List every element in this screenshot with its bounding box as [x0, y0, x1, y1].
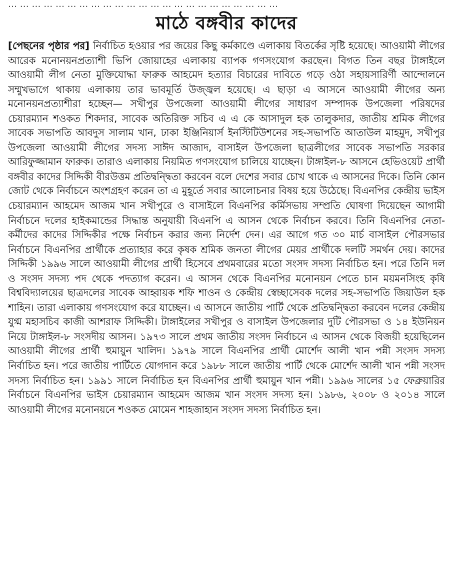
article-text: নির্বাচিত হওয়ার পর জয়ের কিছু কর্মকাণ্ডে এলাকায় বিতর্কের সৃষ্টি হয়েছে। আওয়ামী লীগের আরেক মনোনয়নপ্রত্যাশী ভিপি জোয়াহের এলাকায় ব্যাপক গণসংযোগ করছেন। বিগত তিন বছর টাঙ্গাইলে আওয়ামী লীগ নেতা মুক্তিযোদ্ধা ফারুক আহমেদ হত্যার বিচারের দাবিতে গড়ে ওঠা সহায়সারির্ণী আন্দোলনে সম্মুখভাগে থাকায় এলাকায় তার ভাবমূর্তি উজ্জ্বল হয়েছে। এ ছাড়া এ আসনে আওয়ামী লীগের অন্য মনোনয়নপ্রত্যাশীরা হচ্ছেন— সখীপুর উপজেলা আওয়ামী লীগের সাধারণ সম্পাদক উপজেলা পরিষদের চেয়ারম্যান শওকত শিকদার, সাবেক অতিরিক্ত সচিব এ এ কে আসাদুল হক তালুকদার, জাতীয় শ্রমিক লীগের সাবেক সভাপতি আবদুস সালাম খান, ঢাকা ইঞ্জিনিয়ার্স ইনস্টিটিউশনের সহ-সভাপতি আতাউল মাহমুদ, সখীপুর উপজেলা আওয়ামী লীগের সদস্য সাঈদ আজাদ, বাসাইল উপজেলা ছাত্রলীগের সাবেক সভাপতি সরকার আরিফুজ্জামান ফারুক। তারাও এলাকায় নিয়মিত গণসংযোগ চালিয়ে যাচ্ছেন। টাঙ্গাইল-৮ আসনে হেভিওয়েট প্রার্থী বঙ্গবীর কাদের সিদ্দিকী বীরউত্তম প্রতিদ্বন্দ্বিতা করবেন বলে দেশের সবার চোখ থাকে এ আসনের দিকে। তিনি কোন জোট থেকে নির্বাচনে অংশগ্রহণ করেন তা এ মুহূর্তে সবার আলোচনার বিষয় হয়ে উঠেছে। বিএনপির কেন্দ্রীয় ভাইস চেয়ারম্যান আহমেদ আজম খান সখীপুরে ও বাসাইলে বিএনপির কর্মিসভায় সম্প্রতি ঘোষণা দিয়েছেন আগামী নির্বাচনে দলের হাইকমান্ডের সিদ্ধান্ত অনুযায়ী বিএনপি এ আসন থেকে নির্বাচন করবে। তিনি বিএনপির নেতা-কর্মীদের কাদের সিদ্দিকীর পক্ষে নির্বাচন করার জন্য নির্দেশ দেন। এর আগে গত ৩০ মার্চ বাসাইল পৌরসভার নির্বাচনে বিএনপির প্রার্থীকে প্রত্যাহার করে কৃষক শ্রমিক জনতা লীগের মেয়র প্রার্থীকে দলটি সমর্থন দেয়। কাদের সিদ্দিকী ১৯৯৬ সালে আওয়ামী লীগের প্রার্থী হিসেবে প্রথমবারের মতো সংসদ সদস্য নির্বাচিত হন। পরে তিনি দল ও সংসদ সদস্য পদ থেকে পদত্যাগ করেন। এ আসন থেকে বিএনপির মনোনয়ন পেতে চান ময়মনসিংহ কৃষি বিশ্ববিদ্যালয়ের ছাত্রদলের সাবেক আহ্বায়ক শফি শাওন ও কেন্দ্রীয় স্বেচ্ছাসেবক দলের সহ-সভাপতি জিয়াউল হক শাহিন। তারা এলাকায় গণসংযোগ করে যাচ্ছেন। এ আসনে জাতীয় পার্টি থেকে প্রতিদ্বন্দ্বিতা করবেন দলের কেন্দ্রীয় যুগ্ম মহাসচিব কাজী আশরাফ সিদ্দিকী। টাঙ্গাইলের সখীপুর ও বাসাইল উপজেলার দুটি পৌরসভা ও ১৪ ইউনিয়ন নিয়ে টাঙ্গাইল-৮ সংসদীয় আসন। ১৯৭৩ সালে প্রথম জাতীয় সংসদ নির্বাচনে এ আসন থেকে বিজয়ী হয়েছিলেন আওয়ামী লীগের প্রার্থী হুমায়ুন খালিদ। ১৯৭৯ সালে বিএনপির প্রার্থী মোর্শেদ আলী খান পন্নী সংসদ সদস্য নির্বাচিত হন। পরে জাতীয় পার্টিতে যোগদান করে ১৯৮৮ সালে জাতীয় পার্টি থেকে মোর্শেদ আলী খান পন্নী সংসদ সদস্য নির্বাচিত হন। ১৯৯১ সালে নির্বাচিত হন বিএনপির প্রার্থী হুমায়ুন খান পন্নী। ১৯৯৬ সালের ১৫ ফেব্রুয়ারির নির্বাচনে বিএনপির ভাইস চেয়ারম্যান আহমেদ আজম খান সংসদ সদস্য হন। ১৯৮৬, ২০০৮ ও ২০১৪ সালে আওয়ামী লীগের মনোনয়নে শওকত মোমেন শাহজাহান সংসদ সদস্য নির্বাচিত হন। [8, 41, 445, 416]
article-headline: মাঠে বঙ্গবীর কাদের [155, 13, 298, 34]
continued-from-label: [পেছনের পৃষ্ঠার পর] [8, 41, 90, 52]
previous-column-strip: … … … … … … … … … … … … … … … … … … … … … … … [8, 0, 278, 10]
article-body [8, 40, 445, 574]
article-paragraph [8, 40, 445, 418]
